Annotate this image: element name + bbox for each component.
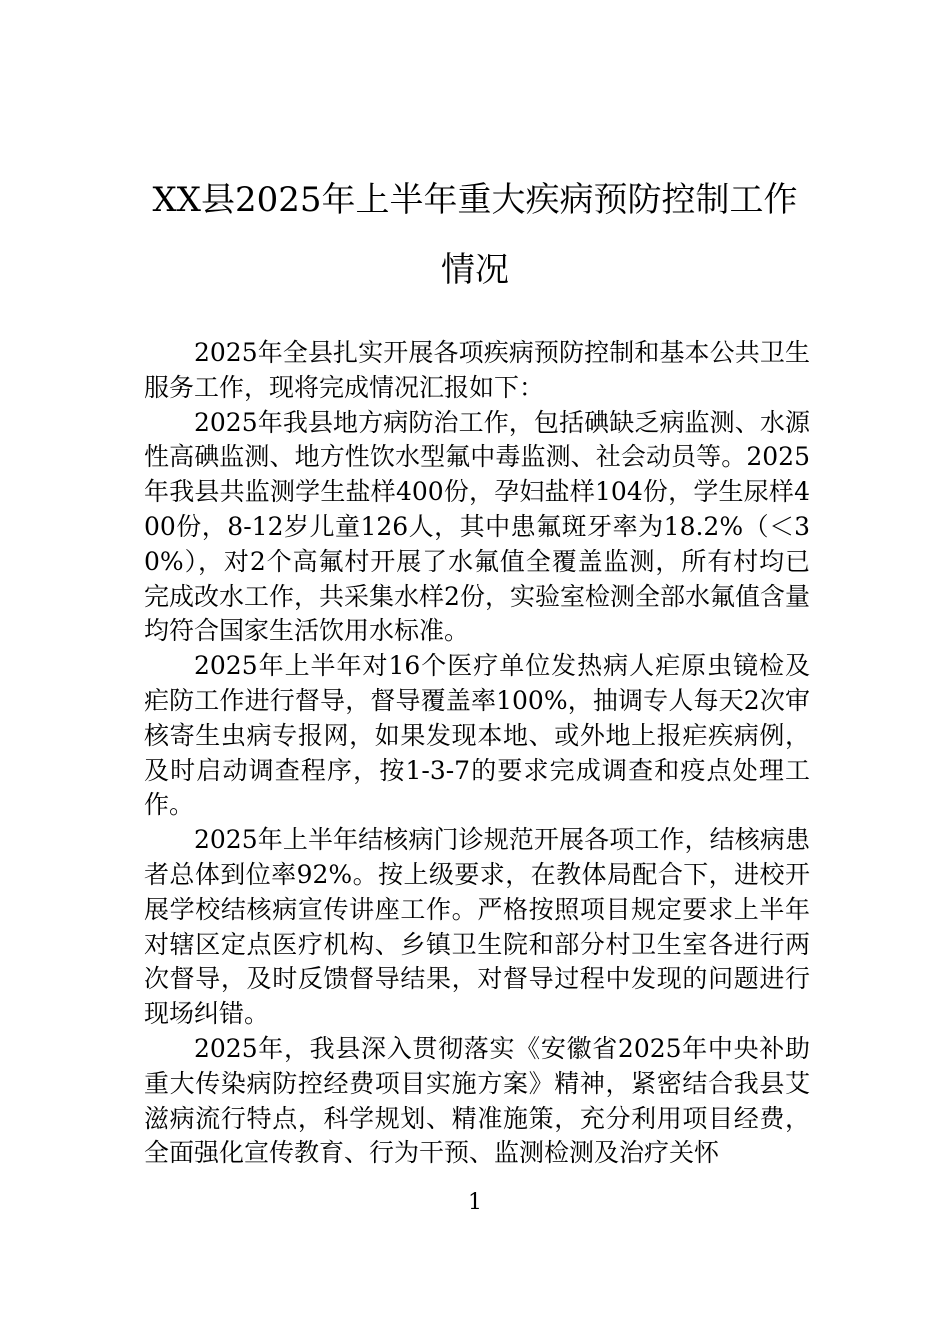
paragraph-aids: 2025年，我县深入贯彻落实《安徽省2025年中央补助重大传染病防控经费项目实施方案》精神，紧密结合我县艾滋病流行特点，科学规划、精准施策，充分利用项目经费，全面强化宣传教育、行为干预、监测检测及治疗关怀 (144, 1033, 810, 1168)
paragraph-malaria: 2025年上半年对16个医疗单位发热病人疟原虫镜检及疟防工作进行督导，督导覆盖率100%，抽调专人每天2次审核寄生虫病专报网，如果发现本地、或外地上报疟疾病例，及时启动调查程序，按1-3-7的要求完成调查和疫点处理工作。 (144, 651, 810, 820)
page-number: 1 (468, 1190, 482, 1215)
paragraph-intro: 2025年全县扎实开展各项疾病预防控制和基本公共卫生服务工作，现将完成情况汇报如下： (144, 338, 810, 402)
document-title: XX县2025年上半年重大疾病预防控制工作情况 (152, 180, 798, 290)
document-body (144, 336, 810, 1171)
paragraph-endemic-disease: 2025年我县地方病防治工作，包括碘缺乏病监测、水源性高碘监测、地方性饮水型氟中毒监测、社会动员等。2025年我县共监测学生盐样400份，孕妇盐样104份，学生尿样400份，8-12岁儿童126人，其中患氟斑牙率为18.2%（＜30%），对2个高氟村开展了水氟值全覆盖监测，所有村均已完成改水工作，共采集水样2份，实验室检测全部水氟值含量均符合国家生活饮用水标准。 (144, 407, 810, 646)
paragraph-tuberculosis: 2025年上半年结核病门诊规范开展各项工作，结核病患者总体到位率92%。按上级要求，在教体局配合下，进校开展学校结核病宣传讲座工作。严格按照项目规定要求上半年对辖区定点医疗机构、乡镇卫生院和部分村卫生室各进行两次督导，及时反馈督导结果，对督导过程中发现的问题进行现场纠错。 (144, 825, 810, 1029)
